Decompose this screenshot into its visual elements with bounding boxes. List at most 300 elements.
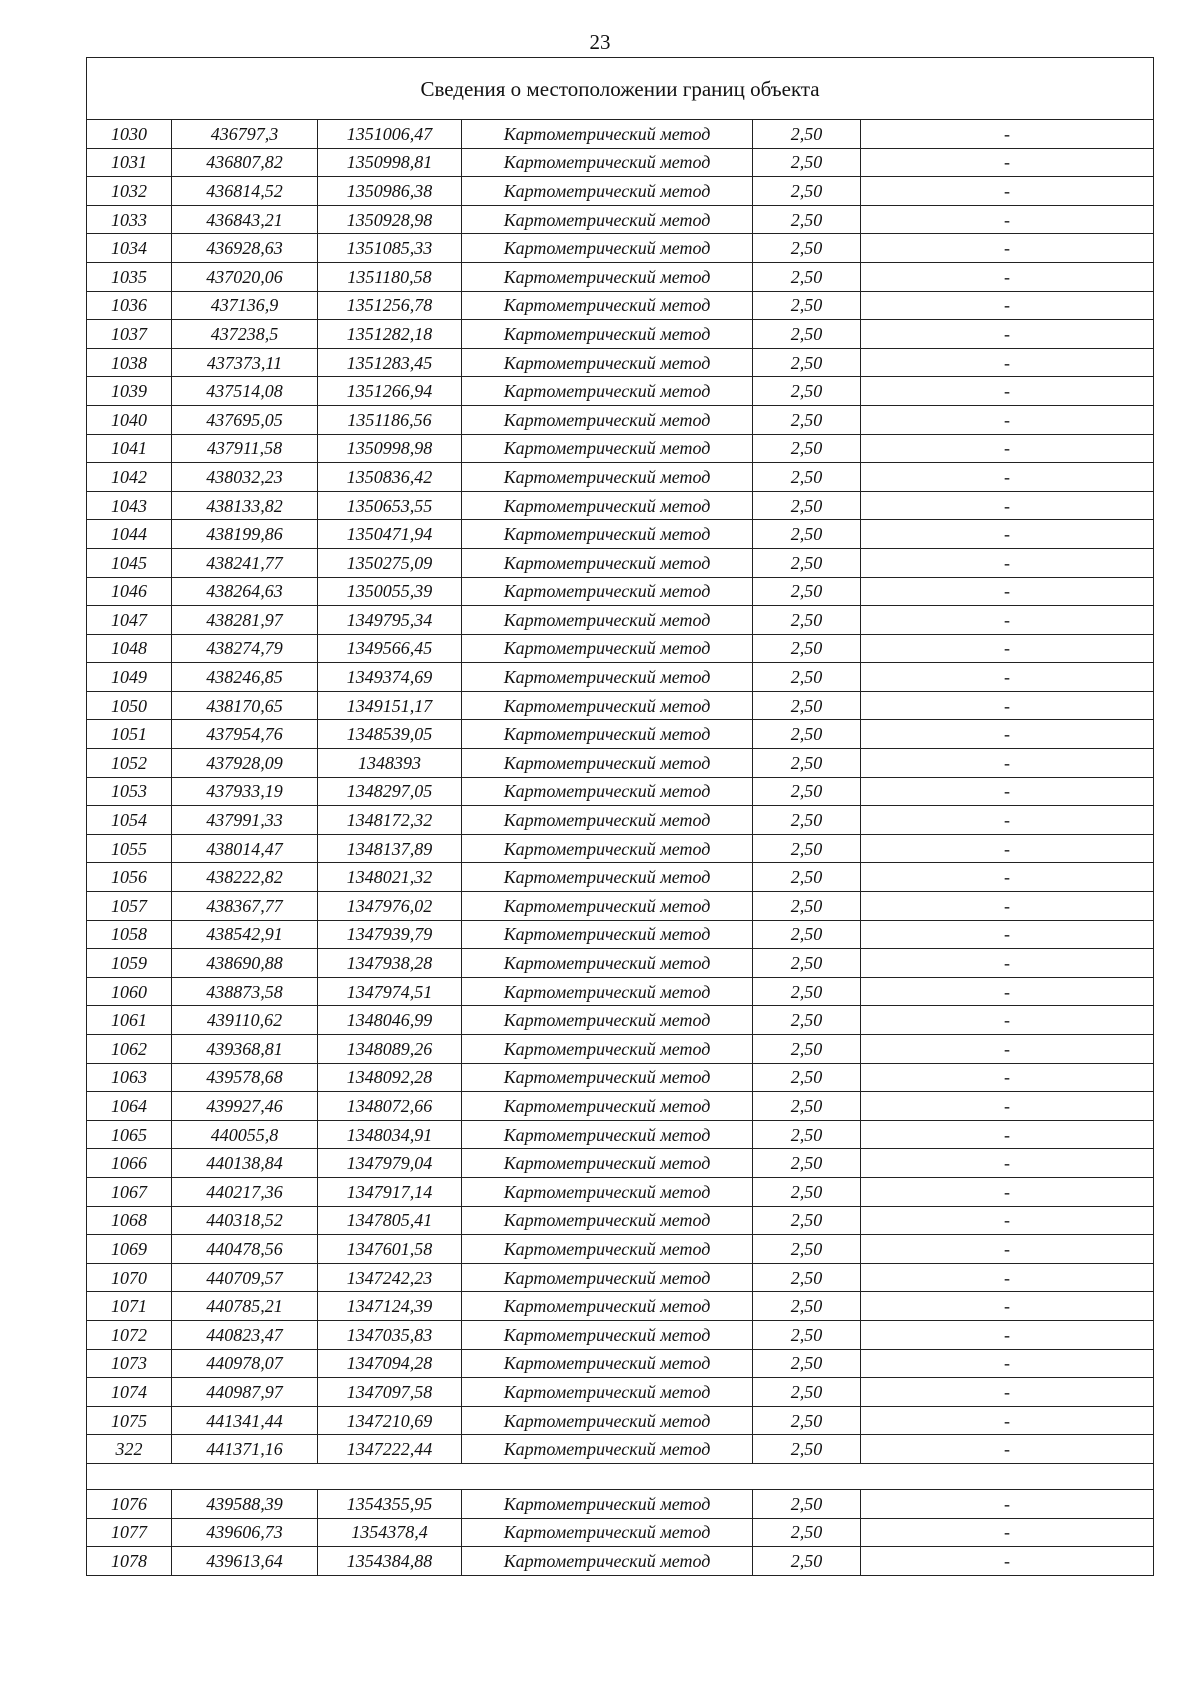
- table-row: [87, 1206, 1154, 1235]
- y-coordinate-cell: 1347097,58: [318, 1378, 462, 1407]
- x-coordinate-cell: 437136,9: [172, 291, 318, 320]
- table-row: [87, 377, 1154, 406]
- point-number-cell: 1054: [87, 806, 172, 835]
- description-cell: -: [861, 1489, 1154, 1518]
- accuracy-cell: 2,50: [753, 977, 861, 1006]
- description-cell: -: [861, 520, 1154, 549]
- y-coordinate-cell: 1348393: [318, 749, 462, 778]
- table-row: [87, 205, 1154, 234]
- table-row: [87, 491, 1154, 520]
- accuracy-cell: 2,50: [753, 177, 861, 206]
- description-cell: -: [861, 291, 1154, 320]
- accuracy-cell: 2,50: [753, 434, 861, 463]
- point-number-cell: 1045: [87, 548, 172, 577]
- method-cell: Картометрический метод: [462, 1035, 753, 1064]
- description-cell: -: [861, 1518, 1154, 1547]
- point-number-cell: 1034: [87, 234, 172, 263]
- accuracy-cell: 2,50: [753, 1263, 861, 1292]
- description-cell: -: [861, 405, 1154, 434]
- method-cell: Картометрический метод: [462, 1489, 753, 1518]
- description-cell: -: [861, 720, 1154, 749]
- table-row: [87, 1292, 1154, 1321]
- description-cell: -: [861, 1349, 1154, 1378]
- point-number-cell: 1030: [87, 120, 172, 149]
- y-coordinate-cell: 1348092,28: [318, 1063, 462, 1092]
- method-cell: Картометрический метод: [462, 1063, 753, 1092]
- x-coordinate-cell: 439368,81: [172, 1035, 318, 1064]
- x-coordinate-cell: 438274,79: [172, 634, 318, 663]
- y-coordinate-cell: 1349795,34: [318, 606, 462, 635]
- table-row: [87, 1263, 1154, 1292]
- point-number-cell: 1073: [87, 1349, 172, 1378]
- table-row: [87, 920, 1154, 949]
- method-cell: Картометрический метод: [462, 977, 753, 1006]
- accuracy-cell: 2,50: [753, 148, 861, 177]
- x-coordinate-cell: 439578,68: [172, 1063, 318, 1092]
- method-cell: Картометрический метод: [462, 405, 753, 434]
- x-coordinate-cell: 438199,86: [172, 520, 318, 549]
- table-row: [87, 1320, 1154, 1349]
- x-coordinate-cell: 436843,21: [172, 205, 318, 234]
- description-cell: -: [861, 548, 1154, 577]
- y-coordinate-cell: 1347805,41: [318, 1206, 462, 1235]
- y-coordinate-cell: 1349566,45: [318, 634, 462, 663]
- description-cell: -: [861, 120, 1154, 149]
- y-coordinate-cell: 1347917,14: [318, 1177, 462, 1206]
- x-coordinate-cell: 436807,82: [172, 148, 318, 177]
- point-number-cell: 1035: [87, 262, 172, 291]
- accuracy-cell: 2,50: [753, 1518, 861, 1547]
- table-row: [87, 663, 1154, 692]
- method-cell: Картометрический метод: [462, 1349, 753, 1378]
- y-coordinate-cell: 1349151,17: [318, 691, 462, 720]
- x-coordinate-cell: 440823,47: [172, 1320, 318, 1349]
- description-cell: -: [861, 977, 1154, 1006]
- y-coordinate-cell: 1347124,39: [318, 1292, 462, 1321]
- accuracy-cell: 2,50: [753, 405, 861, 434]
- table-row: [87, 1518, 1154, 1547]
- description-cell: -: [861, 320, 1154, 349]
- x-coordinate-cell: 438241,77: [172, 548, 318, 577]
- x-coordinate-cell: 438542,91: [172, 920, 318, 949]
- point-number-cell: 1071: [87, 1292, 172, 1321]
- accuracy-cell: 2,50: [753, 1320, 861, 1349]
- y-coordinate-cell: 1347094,28: [318, 1349, 462, 1378]
- table-row: [87, 834, 1154, 863]
- point-number-cell: 1036: [87, 291, 172, 320]
- point-number-cell: 1066: [87, 1149, 172, 1178]
- description-cell: -: [861, 949, 1154, 978]
- y-coordinate-cell: 1354384,88: [318, 1547, 462, 1576]
- y-coordinate-cell: 1354378,4: [318, 1518, 462, 1547]
- point-number-cell: 1033: [87, 205, 172, 234]
- y-coordinate-cell: 1348297,05: [318, 777, 462, 806]
- method-cell: Картометрический метод: [462, 1378, 753, 1407]
- point-number-cell: 1076: [87, 1489, 172, 1518]
- table-row: [87, 1547, 1154, 1576]
- description-cell: -: [861, 463, 1154, 492]
- method-cell: Картометрический метод: [462, 691, 753, 720]
- point-number-cell: 1069: [87, 1235, 172, 1264]
- x-coordinate-cell: 440987,97: [172, 1378, 318, 1407]
- description-cell: -: [861, 577, 1154, 606]
- table-row: [87, 262, 1154, 291]
- point-number-cell: 1044: [87, 520, 172, 549]
- table-row: [87, 634, 1154, 663]
- accuracy-cell: 2,50: [753, 663, 861, 692]
- accuracy-cell: 2,50: [753, 548, 861, 577]
- description-cell: -: [861, 920, 1154, 949]
- accuracy-cell: 2,50: [753, 1063, 861, 1092]
- description-cell: -: [861, 262, 1154, 291]
- point-number-cell: 1067: [87, 1177, 172, 1206]
- x-coordinate-cell: 437991,33: [172, 806, 318, 835]
- method-cell: Картометрический метод: [462, 520, 753, 549]
- point-number-cell: 1051: [87, 720, 172, 749]
- method-cell: Картометрический метод: [462, 205, 753, 234]
- y-coordinate-cell: 1348172,32: [318, 806, 462, 835]
- y-coordinate-cell: 1347974,51: [318, 977, 462, 1006]
- accuracy-cell: 2,50: [753, 463, 861, 492]
- x-coordinate-cell: 437020,06: [172, 262, 318, 291]
- method-cell: Картометрический метод: [462, 920, 753, 949]
- description-cell: -: [861, 1149, 1154, 1178]
- table-row: [87, 1063, 1154, 1092]
- y-coordinate-cell: 1348034,91: [318, 1120, 462, 1149]
- method-cell: Картометрический метод: [462, 177, 753, 206]
- y-coordinate-cell: 1350986,38: [318, 177, 462, 206]
- table-row: [87, 777, 1154, 806]
- point-number-cell: 1049: [87, 663, 172, 692]
- table-row: [87, 1006, 1154, 1035]
- point-number-cell: 1074: [87, 1378, 172, 1407]
- accuracy-cell: 2,50: [753, 348, 861, 377]
- method-cell: Картометрический метод: [462, 1092, 753, 1121]
- method-cell: Картометрический метод: [462, 320, 753, 349]
- table-row: [87, 720, 1154, 749]
- y-coordinate-cell: 1350055,39: [318, 577, 462, 606]
- x-coordinate-cell: 437695,05: [172, 405, 318, 434]
- description-cell: -: [861, 691, 1154, 720]
- y-coordinate-cell: 1348021,32: [318, 863, 462, 892]
- y-coordinate-cell: 1351006,47: [318, 120, 462, 149]
- description-cell: -: [861, 749, 1154, 778]
- description-cell: -: [861, 234, 1154, 263]
- method-cell: Картометрический метод: [462, 120, 753, 149]
- y-coordinate-cell: 1347242,23: [318, 1263, 462, 1292]
- accuracy-cell: 2,50: [753, 691, 861, 720]
- y-coordinate-cell: 1350836,42: [318, 463, 462, 492]
- table-row: [87, 1435, 1154, 1464]
- section-separator: [87, 1463, 1154, 1489]
- x-coordinate-cell: 440138,84: [172, 1149, 318, 1178]
- y-coordinate-cell: 1347938,28: [318, 949, 462, 978]
- point-number-cell: 1040: [87, 405, 172, 434]
- method-cell: Картометрический метод: [462, 863, 753, 892]
- accuracy-cell: 2,50: [753, 920, 861, 949]
- accuracy-cell: 2,50: [753, 1235, 861, 1264]
- x-coordinate-cell: 439613,64: [172, 1547, 318, 1576]
- table-row: [87, 606, 1154, 635]
- table-row: [87, 463, 1154, 492]
- accuracy-cell: 2,50: [753, 863, 861, 892]
- method-cell: Картометрический метод: [462, 1177, 753, 1206]
- accuracy-cell: 2,50: [753, 834, 861, 863]
- accuracy-cell: 2,50: [753, 577, 861, 606]
- y-coordinate-cell: 1348539,05: [318, 720, 462, 749]
- method-cell: Картометрический метод: [462, 291, 753, 320]
- method-cell: Картометрический метод: [462, 1006, 753, 1035]
- point-number-cell: 1031: [87, 148, 172, 177]
- y-coordinate-cell: 1347976,02: [318, 892, 462, 921]
- accuracy-cell: 2,50: [753, 320, 861, 349]
- accuracy-cell: 2,50: [753, 1035, 861, 1064]
- description-cell: -: [861, 1235, 1154, 1264]
- table-row: [87, 520, 1154, 549]
- boundary-coordinates-table: [86, 57, 1154, 1576]
- accuracy-cell: 2,50: [753, 1378, 861, 1407]
- description-cell: -: [861, 148, 1154, 177]
- description-cell: -: [861, 1006, 1154, 1035]
- y-coordinate-cell: 1351282,18: [318, 320, 462, 349]
- table-title: Сведения о местоположении границ объекта: [87, 58, 1154, 120]
- x-coordinate-cell: 441371,16: [172, 1435, 318, 1464]
- x-coordinate-cell: 438246,85: [172, 663, 318, 692]
- method-cell: Картометрический метод: [462, 834, 753, 863]
- x-coordinate-cell: 436928,63: [172, 234, 318, 263]
- method-cell: Картометрический метод: [462, 892, 753, 921]
- table-row: [87, 1120, 1154, 1149]
- table-row: [87, 177, 1154, 206]
- table-row: [87, 1235, 1154, 1264]
- accuracy-cell: 2,50: [753, 520, 861, 549]
- x-coordinate-cell: 439110,62: [172, 1006, 318, 1035]
- accuracy-cell: 2,50: [753, 120, 861, 149]
- table-row: [87, 949, 1154, 978]
- description-cell: -: [861, 205, 1154, 234]
- point-number-cell: 1075: [87, 1406, 172, 1435]
- x-coordinate-cell: 436814,52: [172, 177, 318, 206]
- point-number-cell: 1055: [87, 834, 172, 863]
- x-coordinate-cell: 440709,57: [172, 1263, 318, 1292]
- accuracy-cell: 2,50: [753, 291, 861, 320]
- table-row: [87, 120, 1154, 149]
- description-cell: -: [861, 892, 1154, 921]
- point-number-cell: 1070: [87, 1263, 172, 1292]
- method-cell: Картометрический метод: [462, 463, 753, 492]
- accuracy-cell: 2,50: [753, 777, 861, 806]
- method-cell: Картометрический метод: [462, 634, 753, 663]
- x-coordinate-cell: 438014,47: [172, 834, 318, 863]
- accuracy-cell: 2,50: [753, 806, 861, 835]
- x-coordinate-cell: 438873,58: [172, 977, 318, 1006]
- description-cell: -: [861, 1206, 1154, 1235]
- accuracy-cell: 2,50: [753, 1006, 861, 1035]
- accuracy-cell: 2,50: [753, 1206, 861, 1235]
- method-cell: Картометрический метод: [462, 434, 753, 463]
- accuracy-cell: 2,50: [753, 234, 861, 263]
- point-number-cell: 1032: [87, 177, 172, 206]
- x-coordinate-cell: 438170,65: [172, 691, 318, 720]
- point-number-cell: 1058: [87, 920, 172, 949]
- method-cell: Картометрический метод: [462, 1120, 753, 1149]
- accuracy-cell: 2,50: [753, 1120, 861, 1149]
- y-coordinate-cell: 1347210,69: [318, 1406, 462, 1435]
- point-number-cell: 1059: [87, 949, 172, 978]
- table-row: [87, 548, 1154, 577]
- accuracy-cell: 2,50: [753, 262, 861, 291]
- table-row: [87, 148, 1154, 177]
- x-coordinate-cell: 437928,09: [172, 749, 318, 778]
- method-cell: Картометрический метод: [462, 1235, 753, 1264]
- x-coordinate-cell: 438222,82: [172, 863, 318, 892]
- y-coordinate-cell: 1351085,33: [318, 234, 462, 263]
- point-number-cell: 1056: [87, 863, 172, 892]
- table-row: [87, 434, 1154, 463]
- y-coordinate-cell: 1351256,78: [318, 291, 462, 320]
- table-row: [87, 1177, 1154, 1206]
- method-cell: Картометрический метод: [462, 1547, 753, 1576]
- point-number-cell: 1072: [87, 1320, 172, 1349]
- x-coordinate-cell: 438032,23: [172, 463, 318, 492]
- method-cell: Картометрический метод: [462, 720, 753, 749]
- x-coordinate-cell: 439927,46: [172, 1092, 318, 1121]
- accuracy-cell: 2,50: [753, 1349, 861, 1378]
- table-row: [87, 806, 1154, 835]
- description-cell: -: [861, 606, 1154, 635]
- description-cell: -: [861, 863, 1154, 892]
- description-cell: -: [861, 1292, 1154, 1321]
- table-row: [87, 291, 1154, 320]
- accuracy-cell: 2,50: [753, 1547, 861, 1576]
- accuracy-cell: 2,50: [753, 949, 861, 978]
- method-cell: Картометрический метод: [462, 1320, 753, 1349]
- table-row: [87, 1035, 1154, 1064]
- table-row: [87, 1349, 1154, 1378]
- x-coordinate-cell: 440318,52: [172, 1206, 318, 1235]
- table-row: [87, 577, 1154, 606]
- method-cell: Картометрический метод: [462, 491, 753, 520]
- y-coordinate-cell: 1350928,98: [318, 205, 462, 234]
- y-coordinate-cell: 1348072,66: [318, 1092, 462, 1121]
- x-coordinate-cell: 437238,5: [172, 320, 318, 349]
- point-number-cell: 1042: [87, 463, 172, 492]
- y-coordinate-cell: 1351180,58: [318, 262, 462, 291]
- table-row: [87, 1092, 1154, 1121]
- point-number-cell: 1047: [87, 606, 172, 635]
- y-coordinate-cell: 1347601,58: [318, 1235, 462, 1264]
- point-number-cell: 1060: [87, 977, 172, 1006]
- point-number-cell: 1041: [87, 434, 172, 463]
- y-coordinate-cell: 1348137,89: [318, 834, 462, 863]
- method-cell: Картометрический метод: [462, 949, 753, 978]
- y-coordinate-cell: 1347939,79: [318, 920, 462, 949]
- method-cell: Картометрический метод: [462, 606, 753, 635]
- y-coordinate-cell: 1351186,56: [318, 405, 462, 434]
- description-cell: -: [861, 1063, 1154, 1092]
- method-cell: Картометрический метод: [462, 777, 753, 806]
- description-cell: -: [861, 806, 1154, 835]
- description-cell: -: [861, 434, 1154, 463]
- description-cell: -: [861, 1263, 1154, 1292]
- y-coordinate-cell: 1350653,55: [318, 491, 462, 520]
- method-cell: Картометрический метод: [462, 577, 753, 606]
- method-cell: Картометрический метод: [462, 1206, 753, 1235]
- point-number-cell: 1077: [87, 1518, 172, 1547]
- method-cell: Картометрический метод: [462, 1406, 753, 1435]
- point-number-cell: 1057: [87, 892, 172, 921]
- point-number-cell: 1052: [87, 749, 172, 778]
- y-coordinate-cell: 1347979,04: [318, 1149, 462, 1178]
- description-cell: -: [861, 1092, 1154, 1121]
- x-coordinate-cell: 437911,58: [172, 434, 318, 463]
- x-coordinate-cell: 438281,97: [172, 606, 318, 635]
- y-coordinate-cell: 1348089,26: [318, 1035, 462, 1064]
- accuracy-cell: 2,50: [753, 1177, 861, 1206]
- description-cell: -: [861, 1406, 1154, 1435]
- description-cell: -: [861, 777, 1154, 806]
- table-row: [87, 977, 1154, 1006]
- method-cell: Картометрический метод: [462, 749, 753, 778]
- section-separator-row: [87, 1463, 1154, 1489]
- accuracy-cell: 2,50: [753, 1292, 861, 1321]
- point-number-cell: 1053: [87, 777, 172, 806]
- description-cell: -: [861, 1177, 1154, 1206]
- accuracy-cell: 2,50: [753, 606, 861, 635]
- x-coordinate-cell: 438367,77: [172, 892, 318, 921]
- method-cell: Картометрический метод: [462, 1292, 753, 1321]
- accuracy-cell: 2,50: [753, 892, 861, 921]
- description-cell: -: [861, 1035, 1154, 1064]
- table-row: [87, 892, 1154, 921]
- method-cell: Картометрический метод: [462, 348, 753, 377]
- y-coordinate-cell: 1349374,69: [318, 663, 462, 692]
- description-cell: -: [861, 1547, 1154, 1576]
- point-number-cell: 1039: [87, 377, 172, 406]
- x-coordinate-cell: 439588,39: [172, 1489, 318, 1518]
- x-coordinate-cell: 440478,56: [172, 1235, 318, 1264]
- x-coordinate-cell: 438264,63: [172, 577, 318, 606]
- accuracy-cell: 2,50: [753, 377, 861, 406]
- table-row: [87, 1406, 1154, 1435]
- x-coordinate-cell: 438133,82: [172, 491, 318, 520]
- x-coordinate-cell: 437373,11: [172, 348, 318, 377]
- description-cell: -: [861, 663, 1154, 692]
- table-row: [87, 749, 1154, 778]
- x-coordinate-cell: 436797,3: [172, 120, 318, 149]
- y-coordinate-cell: 1348046,99: [318, 1006, 462, 1035]
- accuracy-cell: 2,50: [753, 1149, 861, 1178]
- x-coordinate-cell: 437933,19: [172, 777, 318, 806]
- table-row: [87, 1489, 1154, 1518]
- page-number: 23: [589, 30, 611, 54]
- method-cell: Картометрический метод: [462, 1263, 753, 1292]
- x-coordinate-cell: 441341,44: [172, 1406, 318, 1435]
- accuracy-cell: 2,50: [753, 1406, 861, 1435]
- y-coordinate-cell: 1350998,98: [318, 434, 462, 463]
- description-cell: -: [861, 348, 1154, 377]
- table-row: [87, 1378, 1154, 1407]
- accuracy-cell: 2,50: [753, 1435, 861, 1464]
- point-number-cell: 1078: [87, 1547, 172, 1576]
- x-coordinate-cell: 437514,08: [172, 377, 318, 406]
- x-coordinate-cell: 440055,8: [172, 1120, 318, 1149]
- point-number-cell: 1068: [87, 1206, 172, 1235]
- method-cell: Картометрический метод: [462, 234, 753, 263]
- method-cell: Картометрический метод: [462, 1435, 753, 1464]
- table-row: [87, 348, 1154, 377]
- point-number-cell: 1038: [87, 348, 172, 377]
